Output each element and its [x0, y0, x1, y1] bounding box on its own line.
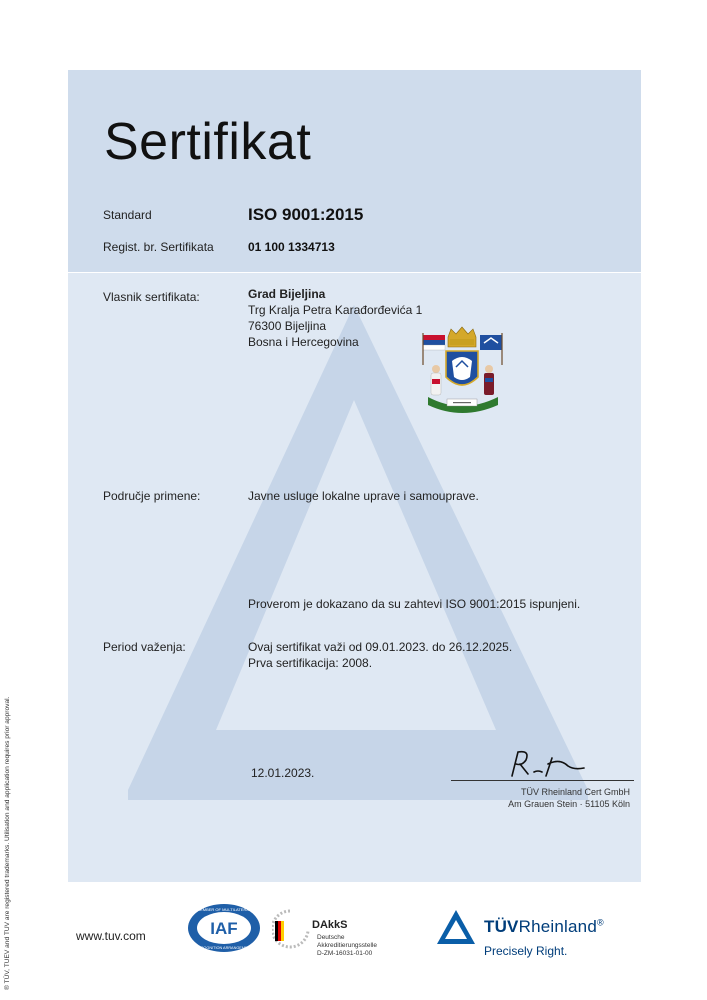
first-certification: Prva sertifikacija: 2008.	[248, 656, 373, 670]
issuer-address: Am Grauen Stein · 51105 Köln	[508, 799, 630, 809]
dakks-text	[317, 934, 377, 958]
iaf-logo	[187, 903, 261, 953]
tuv-brand-name	[484, 917, 604, 937]
tuv-brand-bold: TÜV	[484, 917, 519, 936]
validity-label: Period važenja:	[103, 640, 186, 654]
standard-label: Standard	[103, 208, 152, 222]
holder-address-city: 76300 Bijeljina	[248, 319, 327, 333]
iaf-label: IAF	[210, 919, 238, 938]
proof-statement: Proverom je dokazano da su zahtevi ISO 9001:2015 ispunjeni.	[248, 597, 581, 611]
registered-mark: ®	[596, 917, 604, 928]
website-link[interactable]: www.tuv.com	[76, 929, 146, 943]
registration-value: 01 100 1334713	[248, 240, 335, 254]
dakks-name: DAkkS	[312, 919, 348, 931]
dakks-line-3: D-ZM-16031-01-00	[317, 950, 373, 957]
scope-label: Područje primene:	[103, 489, 201, 503]
dakks-line-1: Deutsche	[317, 934, 345, 941]
iaf-ring-top: MEMBER OF MULTILATERAL	[196, 907, 252, 912]
scope-value: Javne usluge lokalne uprave i samouprave.	[248, 489, 479, 503]
tuv-brand-rest: Rheinland	[518, 917, 597, 936]
standard-value: ISO 9001:2015	[248, 205, 364, 224]
signature	[508, 748, 588, 780]
validity-period: Ovaj sertifikat važi od 09.01.2023. do 26.12.2025.	[248, 640, 513, 654]
validity-block	[248, 639, 512, 671]
certificate-title: Sertifikat	[104, 113, 312, 171]
dakks-line-2: Akkreditierungsstelle	[317, 942, 377, 949]
registration-label: Regist. br. Sertifikata	[103, 240, 214, 254]
signature-line	[451, 780, 634, 781]
holder-address-street: Trg Kralja Petra Karađorđevića 1	[248, 303, 423, 317]
holder-name: Grad Bijeljina	[248, 287, 326, 301]
holder-address-country: Bosna i Hercegovina	[248, 335, 359, 349]
issuer-name: TÜV Rheinland Cert GmbH	[520, 787, 630, 797]
issuer-block	[440, 786, 630, 810]
iaf-ring-bottom: RECOGNITION ARRANGEMENT	[195, 946, 253, 950]
issue-date: 12.01.2023.	[251, 766, 315, 780]
dakks-emblem	[272, 905, 312, 955]
bijeljina-coat-of-arms	[420, 325, 505, 420]
tuv-slogan: Precisely Right.	[484, 944, 568, 958]
holder-block	[248, 286, 422, 350]
holder-label: Vlasnik sertifikata:	[103, 290, 200, 304]
trademark-note: ® TÜV, TUEV and TUV are registered trademarks. Utilisation and application requires prior approval.	[4, 696, 11, 990]
tuv-triangle-icon	[436, 909, 476, 945]
